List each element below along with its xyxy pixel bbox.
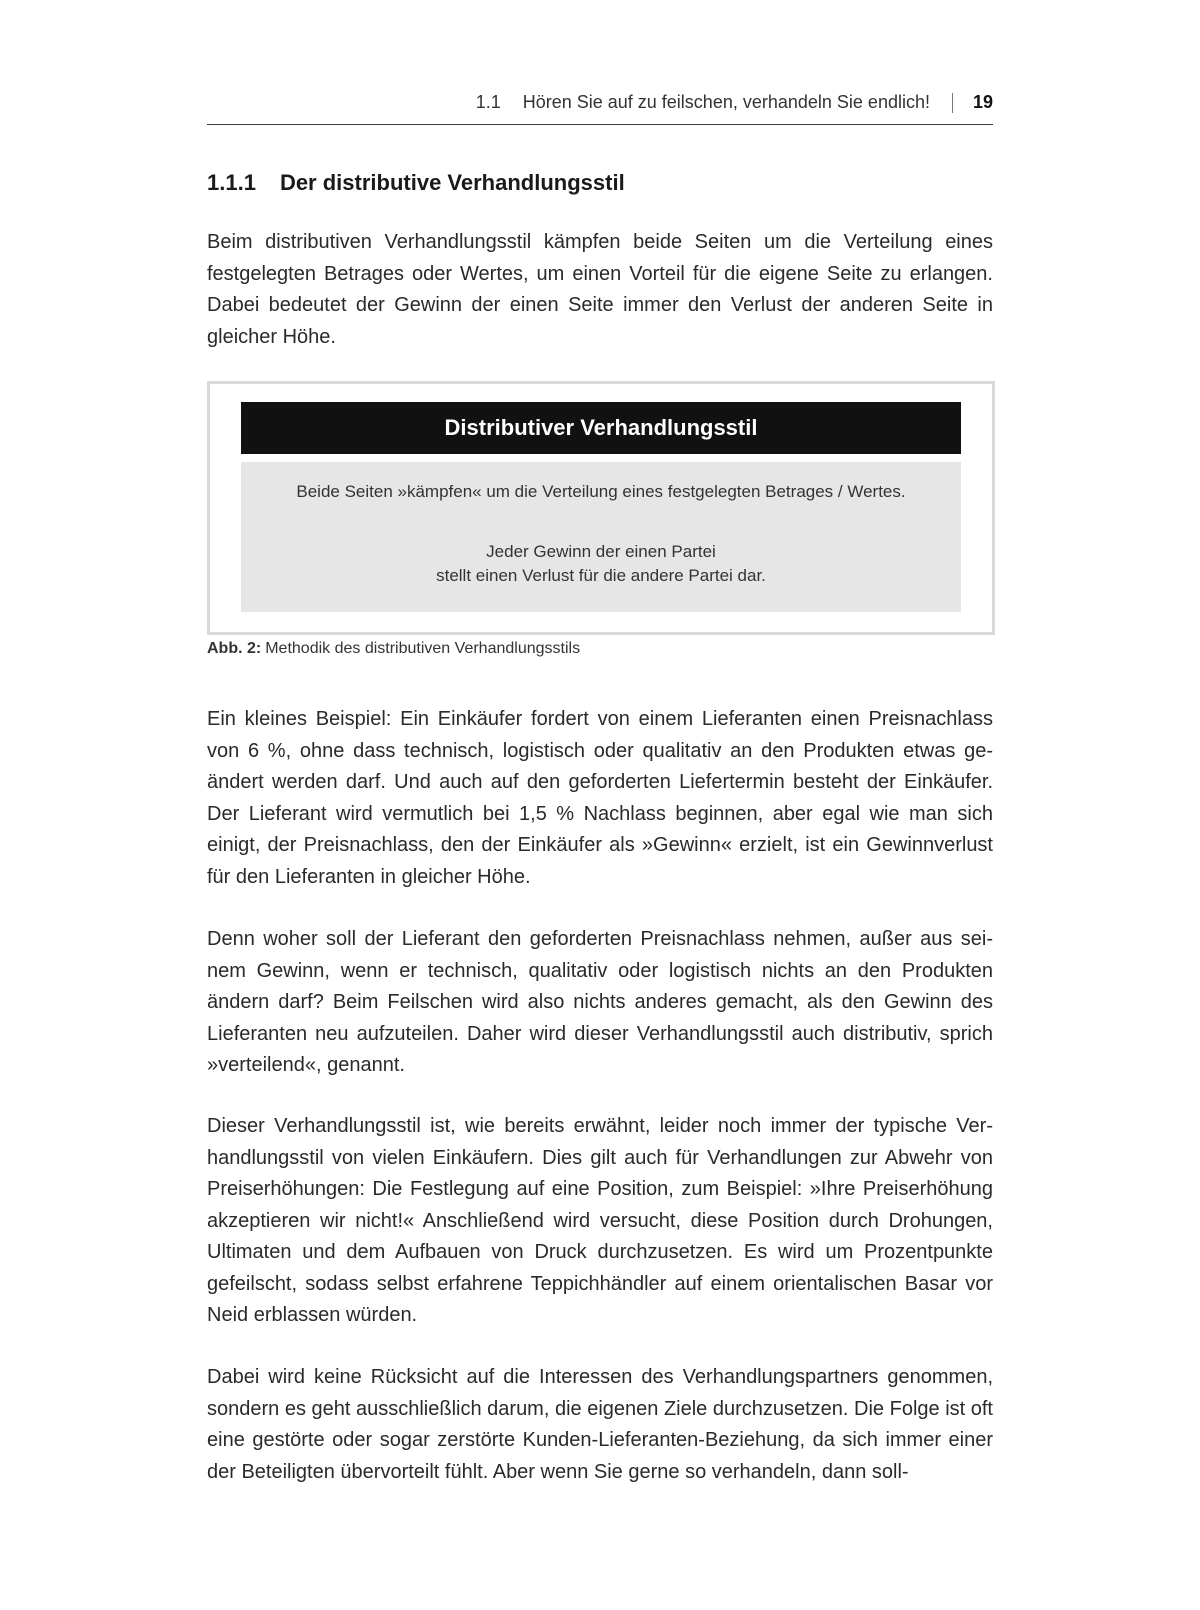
figure-text-block-2: [241, 540, 961, 588]
page-number: 19: [972, 92, 993, 112]
figure-caption: [207, 640, 580, 658]
figure-title: Distributiver Verhandlungsstil: [241, 402, 961, 454]
figure-text-line-1: Beide Seiten »kämpfen« um die Verteilung eines festgelegten Betrages / Wertes.: [296, 482, 906, 501]
figure-text-line-2b: stellt einen Verlust für die andere Partei dar.: [436, 566, 766, 585]
paragraph-consequences: Dabei wird keine Rücksicht auf die Interessen des Verhandlungspartners genommen, sondern es geht ausschließlich darum, die eigenen Ziele durchzusetzen. Die Folge ist oft eine gestörte oder sogar zerstörte Kunden-Lieferanten-Beziehung, da sich immer einer der Beteiligten übervorteilt fühlt. Aber wenn Sie gerne so verhandeln, dann soll-: [207, 1366, 993, 1483]
paragraph-intro: Beim distributiven Verhandlungsstil kämpfen beide Seiten um die Verteilung eines festgelegten Betrages oder Wertes, um einen Vorteil für die eigene Seite zu erlangen. Dabei bedeutet der Gewinn der einen Seite immer den Verlust der anderen Seite in gleicher Höhe.: [207, 231, 993, 348]
running-header-content: [476, 92, 993, 113]
running-header-section-number: 1.1: [475, 92, 501, 112]
paragraph-typical-style: Dieser Verhandlungsstil ist, wie bereits erwähnt, leider noch immer der typische Verhandlungsstil von vielen Einkäufern. Dies gilt auch für Verhandlungen zur Abwehr von Preiserhöhungen: Die Festlegung auf eine Position, zum Beispiel: »Ihre Preiserhöhung akzeptieren wir nicht!« Anschließend wird versucht, diese Position durch Drohungen, Ultimaten und dem Aufbauen von Druck durchzusetzen. Es wird um Prozentpunkte gefeilscht, sodass selbst erfahrene Teppichhändler auf einem orientalischen Basar vor Neid erblassen würden.: [207, 1115, 993, 1326]
section-title: Der distributive Verhandlungsstil: [279, 170, 625, 195]
running-header-divider: [952, 93, 953, 113]
figure-box: [207, 381, 995, 635]
figure-text-line-2a: Jeder Gewinn der einen Partei: [486, 542, 716, 561]
paragraph-explanation: Denn woher soll der Lieferant den geforderten Preisnachlass nehmen, außer aus seinem Gewinn, wenn er technisch, qualitativ oder logistisch nichts an den Produkten ändern darf? Beim Feilschen wird also nichts anderes gemacht, als den Gewinn des Lieferanten neu aufzuteilen. Daher wird dieser Verhandlungsstil auch distributiv, sprich »verteilend«, genannt.: [207, 928, 993, 1076]
section-heading: [207, 170, 625, 196]
figure-caption-text: Methodik des distributiven Verhandlungsstils: [265, 640, 581, 657]
running-header-section-title: Hören Sie auf zu feilschen, verhandeln Sie endlich!: [522, 92, 930, 112]
figure-caption-label: Abb. 2:: [207, 640, 262, 657]
figure-body: [241, 462, 961, 612]
running-header: [207, 88, 993, 125]
paragraph-example: Ein kleines Beispiel: Ein Einkäufer fordert von einem Lieferanten einen Preisnachlass von 6 %, ohne dass technisch, logistisch oder qualitativ an den Produkten etwas geändert werden darf. Und auch auf den geforderten Liefertermin besteht der Einkäufer. Der Lieferant wird vermutlich bei 1,5 % Nachlass beginnen, aber egal wie man sich einigt, der Preisnachlass, den der Einkäufer als »Gewinn« erzielt, ist ein Gewinnverlust für den Lieferanten in gleicher Höhe.: [207, 708, 993, 888]
section-number: 1.1.1: [207, 170, 256, 195]
